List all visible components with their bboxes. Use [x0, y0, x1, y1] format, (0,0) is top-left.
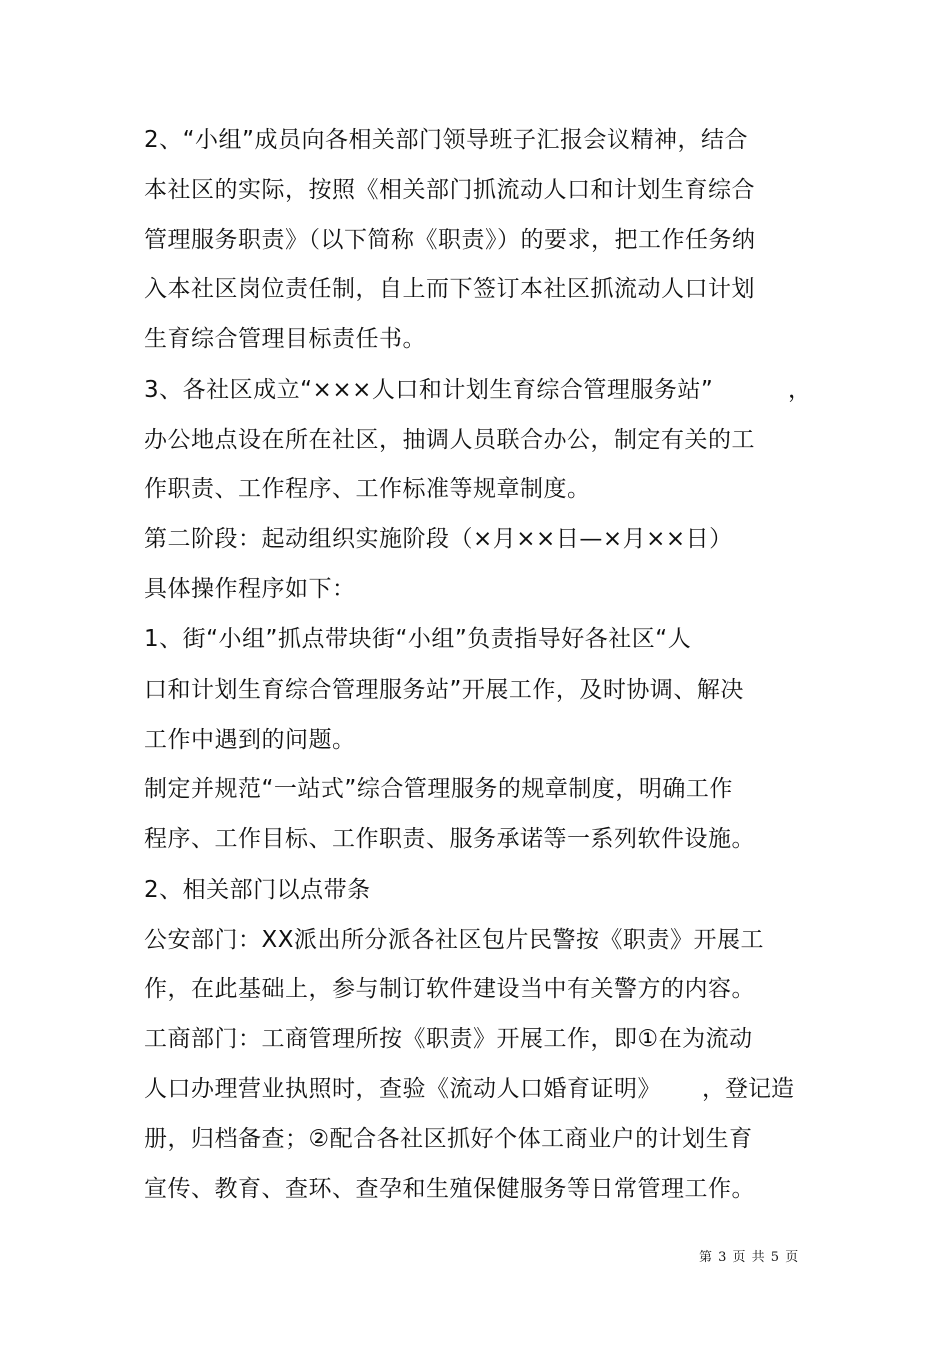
- paragraph-line: 宣传、教育、查环、查孕和生殖保健服务等日常管理工作。: [144, 1176, 755, 1202]
- paragraph-line: 人口办理营业执照时，查验《流动人口婚育证明》: [144, 1076, 661, 1102]
- paragraph-line: 本社区的实际，按照《相关部门抓流动人口和计划生育综合: [144, 177, 755, 203]
- paragraph-line: 作，在此基础上，参与制订软件建设当中有关警方的内容。: [144, 976, 755, 1002]
- paragraph-line: 入本社区岗位责任制，自上而下签订本社区抓流动人口计划: [144, 276, 755, 302]
- trailing-comma: ，: [788, 377, 811, 403]
- paragraph-line: 办公地点设在所在社区，抽调人员联合办公，制定有关的工: [144, 427, 755, 453]
- paragraph-line: 作职责、工作程序、工作标准等规章制度。: [144, 476, 591, 502]
- paragraph-line: 2、相关部门以点带条: [144, 877, 371, 903]
- paragraph-line: 制定并规范“一站式”综合管理服务的规章制度，明确工作: [144, 776, 733, 802]
- paragraph-line: 程序、工作目标、工作职责、服务承诺等一系列软件设施。: [144, 826, 755, 852]
- paragraph-line: 工作中遇到的问题。: [144, 727, 356, 753]
- paragraph-line: 2、“小组”成员向各相关部门领导班子汇报会议精神，结合: [144, 127, 748, 153]
- paragraph-line: 1、街“小组”抓点带块街“小组”负责指导好各社区“人: [144, 626, 692, 652]
- section-heading: 第二阶段：起动组织实施阶段（×月××日—×月××日）: [144, 526, 733, 552]
- paragraph-line: 册，归档备查；②配合各社区抓好个体工商业户的计划生育: [144, 1126, 753, 1152]
- paragraph-line: 口和计划生育综合管理服务站”开展工作，及时协调、解决: [144, 677, 744, 703]
- paragraph-line: 3、各社区成立“×××人口和计划生育综合管理服务站”: [144, 377, 714, 403]
- paragraph-line: 具体操作程序如下：: [144, 576, 356, 602]
- paragraph-line: 生育综合管理目标责任书。: [144, 326, 426, 352]
- paragraph-line: 工商部门：工商管理所按《职责》开展工作，即①在为流动: [144, 1026, 753, 1052]
- paragraph-line: 管理服务职责》（以下简称《职责》）的要求，把工作任务纳: [144, 227, 756, 253]
- paragraph-line: 公安部门：XX派出所分派各社区包片民警按《职责》开展工: [144, 927, 765, 953]
- trailing-text: ，登记造: [702, 1076, 794, 1102]
- page-number-footer: 第 3 页 共 5 页: [699, 1250, 800, 1265]
